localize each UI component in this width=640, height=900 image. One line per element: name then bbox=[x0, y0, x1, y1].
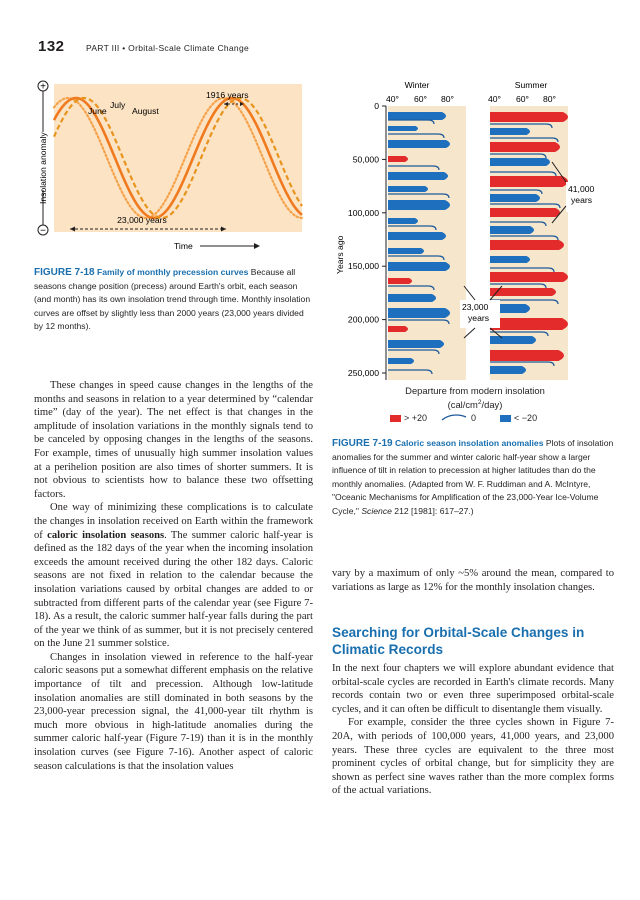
negative-band bbox=[490, 226, 534, 234]
running-head: PART III • Orbital-Scale Climate Change bbox=[86, 43, 250, 53]
positive-band bbox=[490, 112, 568, 122]
negative-band bbox=[490, 366, 526, 374]
section-heading: Searching for Orbital-Scale Changes in Climatic Records bbox=[332, 625, 585, 657]
legend-unit-sup: 2 bbox=[477, 399, 482, 406]
negative-band bbox=[490, 336, 536, 344]
winter-label: Winter bbox=[404, 80, 430, 90]
negative-band bbox=[490, 158, 550, 166]
summer-lat-80: 80° bbox=[543, 94, 556, 104]
y-tick-label: 150,000 bbox=[347, 261, 379, 272]
p2-term: caloric insolation seasons bbox=[47, 529, 165, 541]
negative-band bbox=[388, 262, 450, 271]
left-paragraph-2 bbox=[34, 501, 313, 651]
legend-positive-swatch bbox=[390, 415, 401, 422]
x-axis-label: Time bbox=[174, 241, 193, 251]
negative-band bbox=[388, 232, 446, 240]
caloric-anomaly-plot bbox=[330, 78, 615, 428]
left-column-text bbox=[34, 379, 313, 773]
positive-band bbox=[388, 156, 408, 162]
negative-band bbox=[388, 358, 414, 364]
tilt-annotation-number: 41,000 bbox=[568, 184, 595, 194]
y-axis-label: Insolation anomaly bbox=[38, 132, 48, 204]
negative-band bbox=[388, 218, 418, 224]
figure-label: FIGURE 7-18 bbox=[34, 267, 95, 278]
positive-band bbox=[490, 350, 564, 361]
figure-caption-text: Plots of insolation anomalies for the summer and winter caloric half-year show a larger influence of tilt in relation to precession at higher latitudes than do the monthly anomalies. (Adapted from W. F. Ruddiman and A. McIntyre, "Oceanic Mechanisms for Amplification of the 23,000-Year Ice-Volume Cycle," bbox=[332, 438, 614, 516]
legend-unit-start: (cal/cm bbox=[447, 399, 478, 411]
legend-negative-label: < −20 bbox=[514, 413, 538, 423]
tilt-annotation-unit: years bbox=[571, 195, 593, 205]
positive-band bbox=[490, 142, 560, 152]
positive-band bbox=[490, 208, 560, 217]
right-paragraph-2: In the next four chapters we will explore abundant evidence that orbital-scale cycles are recorded in Earth's climate records. Many records contain two or even three superimposed orbital-scale cycles, and it can often be difficult to disentangle them visually. bbox=[332, 663, 614, 715]
legend-negative-swatch bbox=[500, 415, 511, 422]
y-axis-label: Years ago bbox=[335, 235, 345, 274]
figure-7-18 bbox=[30, 78, 312, 263]
time-arrowhead bbox=[254, 243, 260, 249]
figure-label: FIGURE 7-19 bbox=[332, 438, 393, 449]
positive-band bbox=[490, 240, 564, 250]
plus-sign: + bbox=[40, 81, 46, 93]
positive-band bbox=[490, 272, 568, 282]
negative-band bbox=[388, 172, 448, 180]
negative-band bbox=[388, 308, 450, 318]
figure-7-19-caption bbox=[332, 437, 614, 519]
legend-unit-end: /day) bbox=[481, 399, 503, 411]
legend-title-2 bbox=[390, 397, 560, 411]
p2-end: . The summer caloric half-year is defined as the 182 days of the year when the incoming insolation exceeds the amount received during the other 182 days. Caloric seasons are not fixed in relation to the calendar because the insolation variations caused by orbital changes are added to or subtracted from different parts of the calendar year (see Figure 7-18). As a result, the caloric summer half-year falls during the part of the year we think of as summer, but it is not precisely centered on the June 21 summer solstice. bbox=[34, 529, 313, 650]
figure-title: Family of monthly precession curves bbox=[96, 267, 249, 277]
precession-annotation-number: 23,000 bbox=[462, 302, 489, 312]
precession-curves-plot bbox=[30, 78, 312, 263]
positive-band bbox=[490, 318, 568, 330]
figure-title: Caloric season insolation anomalies bbox=[394, 438, 544, 448]
y-ticks bbox=[348, 101, 386, 378]
y-tick-label: 200,000 bbox=[347, 314, 379, 325]
negative-band bbox=[490, 128, 530, 135]
figure-7-19-legend bbox=[390, 385, 560, 411]
y-tick-label: 250,000 bbox=[347, 368, 379, 378]
august-label: August bbox=[132, 106, 159, 116]
offset-label: 1916 years bbox=[206, 90, 249, 100]
winter-lat-80: 80° bbox=[441, 94, 454, 104]
caption-citation: 212 [1981]: 617–27.) bbox=[394, 505, 474, 516]
summer-label: Summer bbox=[514, 80, 548, 90]
june-label: June bbox=[88, 106, 107, 116]
figure-7-19-legend-keys bbox=[390, 413, 570, 423]
right-paragraph-3: For example, consider the three cycles shown in Figure 7-20A, with periods of 100,000 years, 41,000 years, and 23,000 years. These three cycles are equivalent to the three most prominent cycles of orbital change, but for simplicity they are shown as perfect sine waves rather than the more complex forms of the actual variations. bbox=[332, 717, 614, 797]
right-paragraph-1: vary by a maximum of only ~5% around the mean, compared to variations as large as 12% for the monthly insolation changes. bbox=[332, 568, 614, 593]
caption-journal: Science bbox=[361, 505, 392, 516]
positive-band bbox=[388, 278, 412, 284]
legend-zero-swatch bbox=[441, 413, 467, 423]
legend-title-1: Departure from modern insolation bbox=[405, 385, 545, 396]
negative-band bbox=[490, 256, 530, 263]
y-tick-label: 100,000 bbox=[347, 207, 379, 218]
positive-band bbox=[388, 326, 408, 332]
legend-positive-label: > +20 bbox=[404, 413, 428, 423]
negative-band bbox=[388, 112, 446, 120]
left-paragraph-1: These changes in speed cause changes in the lengths of the months and seasons in relation to a year determined by “calendar time” (day of the year). The net effect is that changes in the amplitude of insolation variations in the monthly signals tend to be canceled by opposing changes in the lengths of the seasons. For example, times of unusually high summer insolation values at a perihelion position are also times of shorter summers. It is not obvious to scientists how to balance these two offsetting factors. bbox=[34, 380, 313, 500]
y-tick-label: 0 bbox=[374, 101, 379, 111]
period-label: 23,000 years bbox=[117, 215, 167, 225]
winter-lat-40: 40° bbox=[386, 94, 399, 104]
positive-band bbox=[490, 176, 568, 187]
negative-band bbox=[388, 140, 450, 148]
winter-lat-60: 60° bbox=[414, 94, 427, 104]
y-tick-label: 50,000 bbox=[352, 154, 379, 165]
right-column-text bbox=[332, 567, 614, 594]
figure-7-19 bbox=[330, 78, 615, 428]
left-paragraph-3: Changes in insolation viewed in reference to the half-year caloric seasons put a somewhat different emphasis on the relative importance of tilt and precession. Although low-latitude insolation anomalies are still dominated in both seasons by the 23,000-year precession signal, the 41,000-year tilt rhythm is much more obvious in high-latitude anomalies during the summer caloric half-year (Figure 7-19) than it is in the monthly insolation curves (see Figure 7-16). Another aspect of caloric season calculations is that the insolation values bbox=[34, 651, 313, 772]
p2-start: One way of minimizing these complications is to calculate the changes in insolation received on Earth within the framework of bbox=[34, 502, 313, 541]
figure-caption-text: Because all seasons change position (precess) around Earth's orbit, each season (and month) has its own insolation trend through time. Monthly insolation curves are offset by slightly less than 2000 years (23,000 years divided by 12 months). bbox=[34, 267, 311, 332]
winter-latitude-labels bbox=[386, 94, 556, 104]
negative-band bbox=[388, 126, 418, 131]
negative-band bbox=[388, 248, 424, 254]
summer-lat-60: 60° bbox=[516, 94, 529, 104]
summer-lat-40: 40° bbox=[488, 94, 501, 104]
right-column-text-2 bbox=[332, 662, 614, 798]
negative-band bbox=[388, 294, 436, 302]
negative-band bbox=[388, 186, 428, 192]
precession-annotation-unit: years bbox=[468, 313, 490, 323]
july-label: July bbox=[110, 100, 126, 110]
minus-sign: − bbox=[40, 225, 46, 237]
figure-7-18-caption bbox=[34, 266, 314, 334]
page-number: 132 bbox=[38, 38, 65, 55]
negative-band bbox=[388, 340, 444, 348]
negative-band bbox=[388, 200, 450, 210]
legend-zero-label: 0 bbox=[471, 413, 477, 423]
negative-band bbox=[490, 194, 540, 202]
